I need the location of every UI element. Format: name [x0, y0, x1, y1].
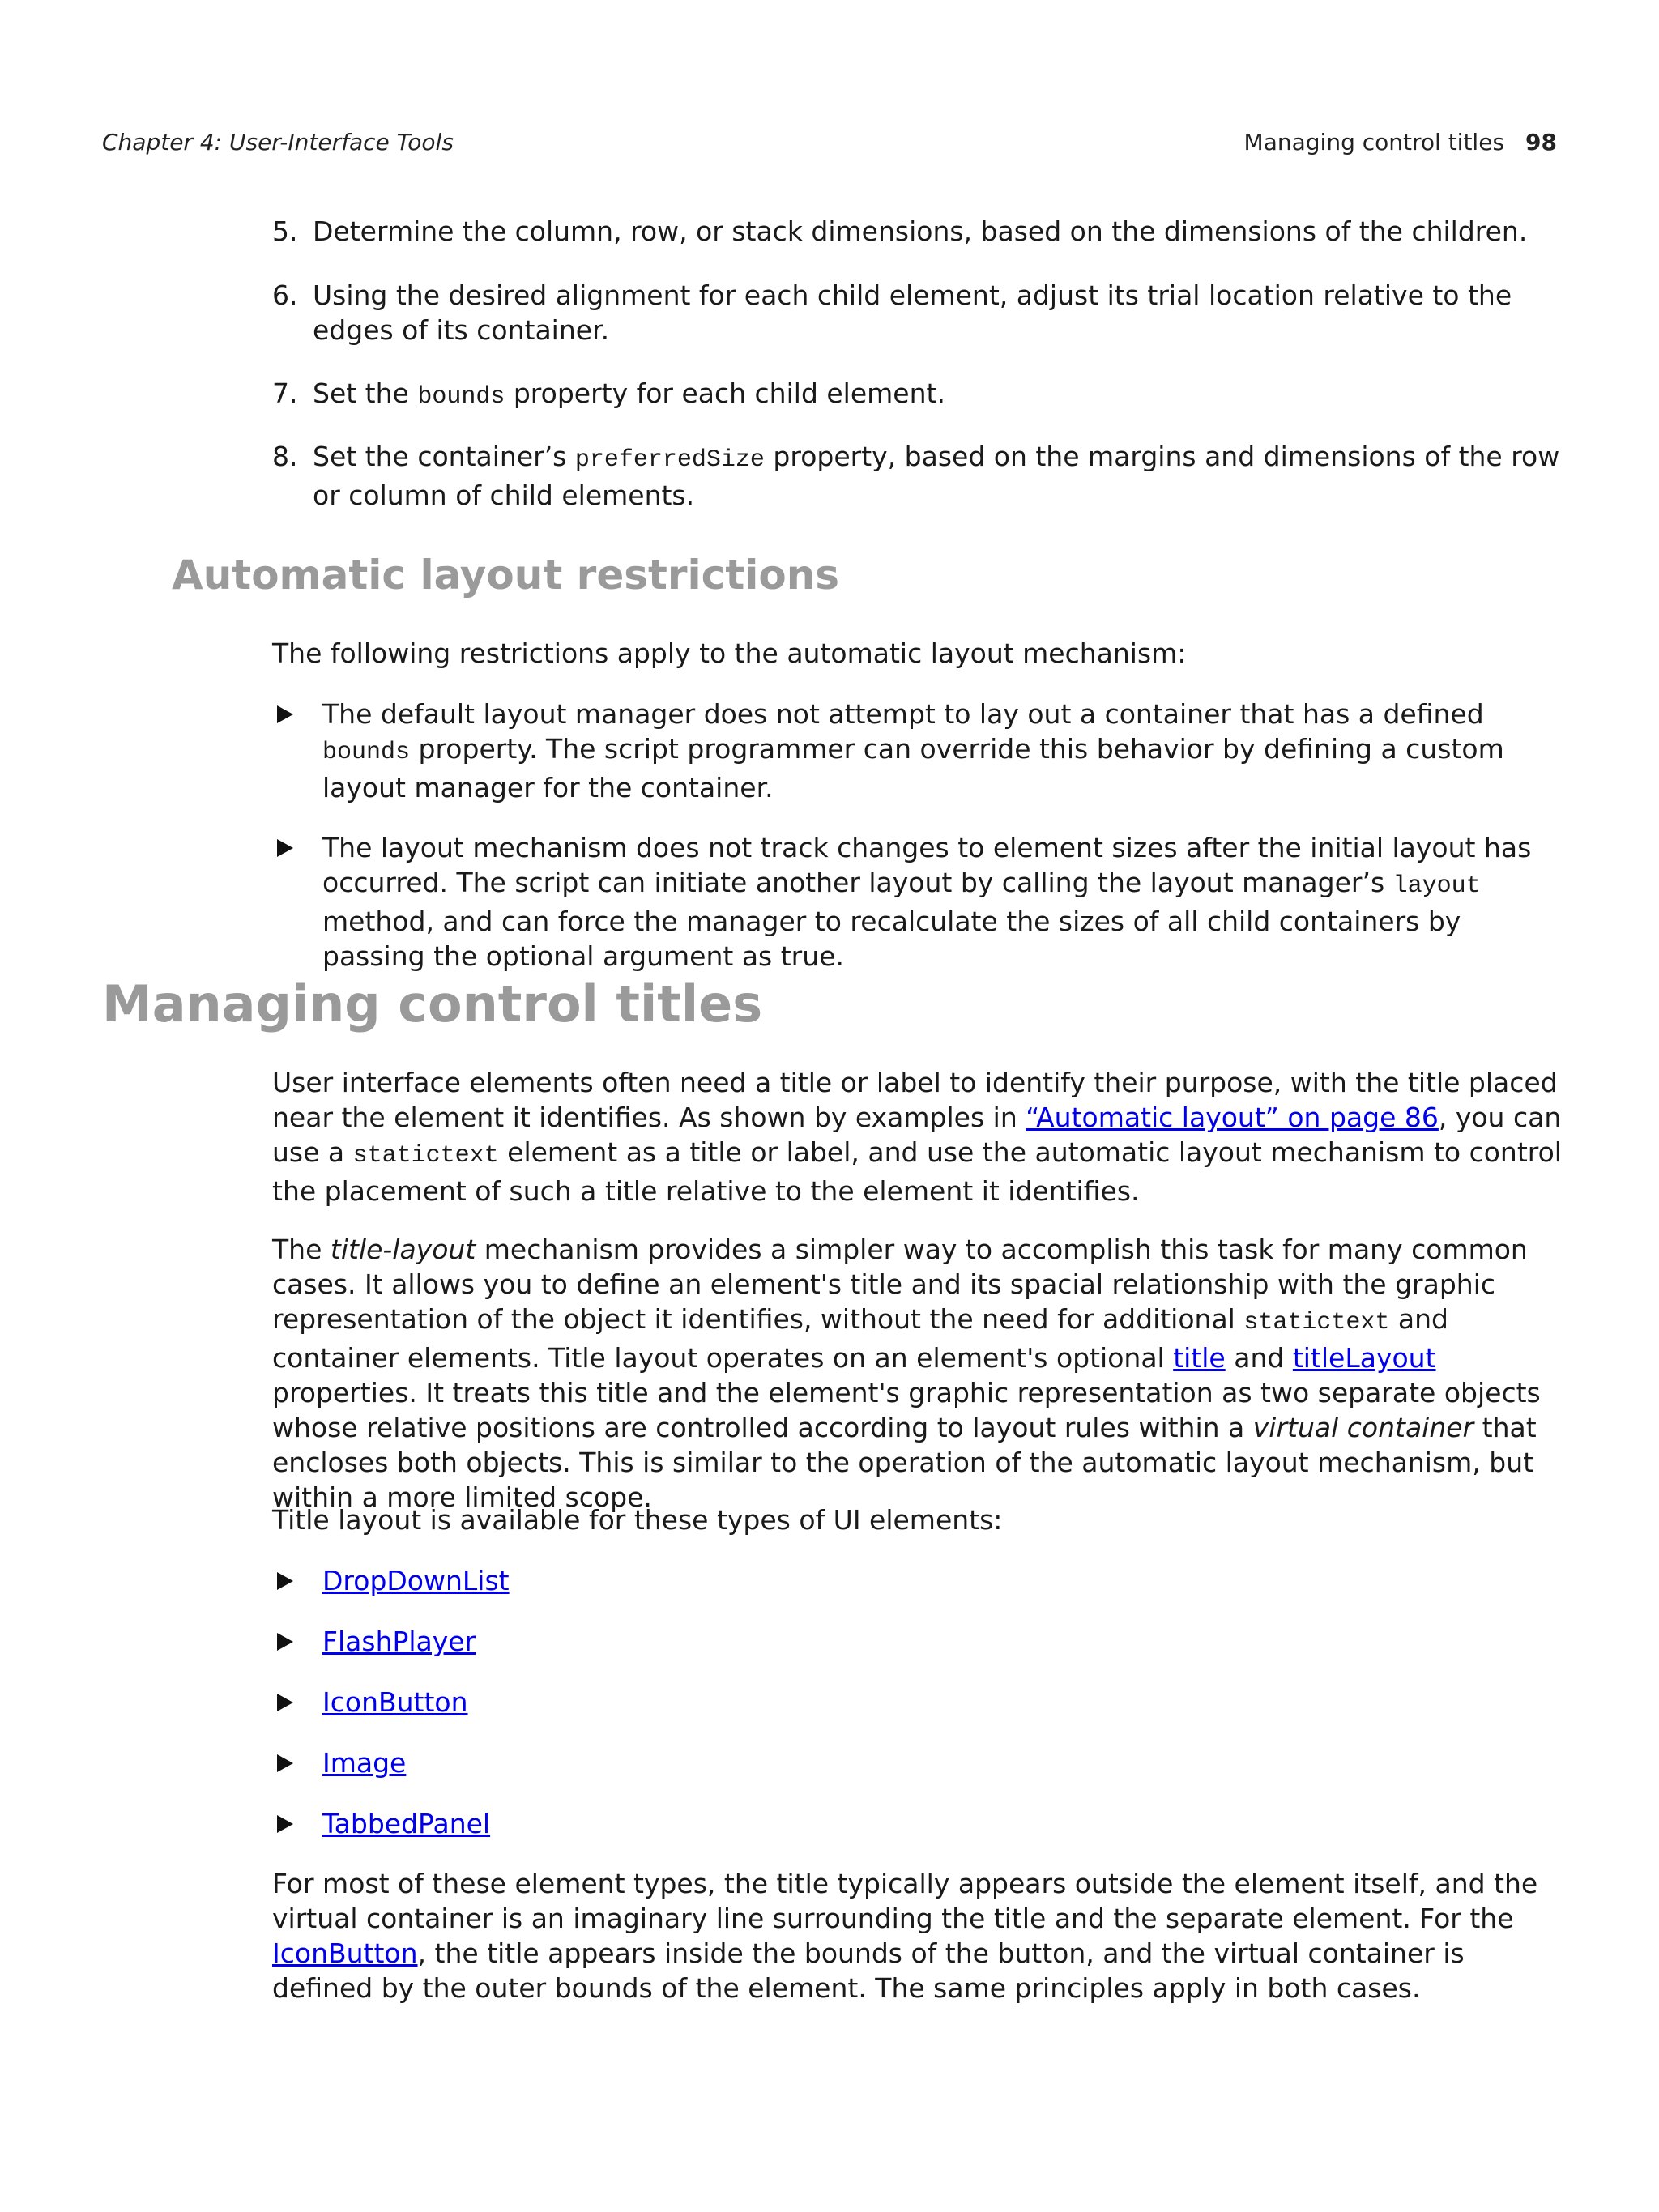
type-list-item	[272, 1685, 1568, 1720]
iconbutton-inline-link[interactable]: IconButton	[272, 1937, 418, 1969]
step-number: 6.	[272, 279, 298, 311]
bullet-text: The default layout manager does not attempt to lay out a container that has a defined bounds property. The script programmer can override this behavior by defining a custom layout manager for the container.	[322, 698, 1504, 803]
restrictions-heading: Automatic layout restrictions	[172, 552, 840, 599]
step-text: Set the container’s preferredSize property, based on the margins and dimensions of the row or column of child elements.	[313, 441, 1560, 511]
code-preferredsize: preferredSize	[574, 446, 765, 474]
step-item	[272, 376, 1560, 415]
step-text: Set the bounds property for each child element.	[313, 377, 945, 411]
step-item	[272, 278, 1560, 347]
code-statictext: statictext	[352, 1142, 499, 1170]
restriction-bullet	[272, 830, 1568, 974]
bullet-triangle-icon	[277, 1754, 293, 1772]
titles-paragraph-1: User interface elements often need a title or label to identify their purpose, with the title placed near the element it identifies. As shown by examples in “Automatic layout” on page 86, you can use a statictext element as a title or label, and use the automatic layout mechanism to control the placement of such a title relative to the element it identifies.	[272, 1067, 1562, 1207]
titles-heading: Managing control titles	[102, 974, 763, 1034]
restriction-bullet	[272, 697, 1568, 805]
iconbutton-link[interactable]: IconButton	[322, 1686, 468, 1718]
step-item	[272, 214, 1560, 249]
dropdownlist-link[interactable]: DropDownList	[322, 1565, 510, 1596]
running-head-right	[1244, 128, 1557, 157]
restrictions-intro: The following restrictions apply to the automatic layout mechanism:	[272, 637, 1187, 669]
title-property-link[interactable]: title	[1173, 1342, 1226, 1374]
bullet-triangle-icon	[277, 839, 293, 857]
type-list-item	[272, 1563, 1568, 1598]
step-number: 5.	[272, 215, 298, 247]
type-list-item	[272, 1624, 1568, 1659]
titlelayout-property-link[interactable]: titleLayout	[1292, 1342, 1436, 1374]
type-list-item	[272, 1745, 1568, 1780]
code-statictext: statictext	[1243, 1309, 1390, 1336]
bullet-triangle-icon	[277, 705, 293, 723]
term-title-layout: title-layout	[330, 1234, 476, 1265]
section-label: Managing control titles	[1243, 129, 1505, 156]
flashplayer-link[interactable]: FlashPlayer	[322, 1626, 476, 1657]
code-layout: layout	[1392, 872, 1481, 900]
tabbedpanel-link[interactable]: TabbedPanel	[322, 1808, 491, 1839]
code-bounds: bounds	[322, 739, 411, 766]
step-item	[272, 439, 1560, 513]
titles-paragraph-3: Title layout is available for these types of UI elements:	[272, 1504, 1003, 1536]
automatic-layout-link[interactable]: “Automatic layout” on page 86	[1026, 1102, 1439, 1133]
type-list-item	[272, 1806, 1568, 1841]
step-number: 7.	[272, 377, 298, 409]
step-number: 8.	[272, 441, 298, 472]
bullet-triangle-icon	[277, 1694, 293, 1711]
term-virtual-container: virtual container	[1252, 1412, 1474, 1443]
bullet-text: The layout mechanism does not track changes to element sizes after the initial layout has occurred. The script can initiate another layout by calling the layout manager’s layout method, and can force the manager to recalculate the sizes of all child containers by passing the optional argument as true.	[322, 832, 1532, 972]
titles-paragraph-2: The title-layout mechanism provides a simpler way to accomplish this task for many common cases. It allows you to define an element's title and its spacial relationship with the graphic representation of the object it identifies, without the need for additional statictext and container elements. Title layout operates on an element's optional title and titleLayout properties. It treats this title and the element's graphic representation as two separate objects whose relative positions are controlled according to layout rules within a virtual container that encloses both objects. This is similar to the operation of the automatic layout mechanism, but within a more limited scope.	[272, 1234, 1541, 1513]
bullet-triangle-icon	[277, 1815, 293, 1833]
step-text: Determine the column, row, or stack dimensions, based on the dimensions of the children.	[313, 215, 1528, 247]
step-text: Using the desired alignment for each child element, adjust its trial location relative to the edges of its container.	[313, 279, 1512, 346]
chapter-label: Chapter 4: User-Interface Tools	[102, 129, 454, 156]
page-number: 98	[1525, 129, 1557, 156]
bullet-triangle-icon	[277, 1572, 293, 1590]
bullet-triangle-icon	[277, 1633, 293, 1651]
image-link[interactable]: Image	[322, 1747, 407, 1779]
code-bounds: bounds	[417, 383, 505, 411]
titles-paragraph-4: For most of these element types, the title typically appears outside the element itself, and the virtual container is an imaginary line surrounding the title and the separate element. For the IconButton, the title appears inside the bounds of the button, and the virtual container is defined by the outer bounds of the element. The same principles apply in both cases.	[272, 1868, 1538, 2004]
